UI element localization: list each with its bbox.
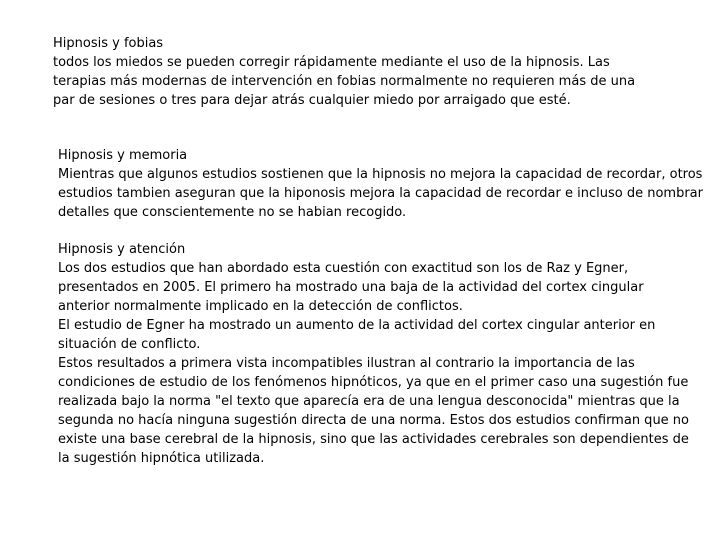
paragraph-line: segunda no hacía ninguna sugestión directa de una norma. Estos dos estudios confirman que no [58,413,690,428]
paragraph-line: todos los miedos se pueden corregir rápidamente mediante el uso de la hipnosis. Las [53,55,610,70]
paragraph-line: terapias más modernas de intervención en fobias normalmente no requieren más de una [53,74,636,89]
paragraph-line: anterior normalmente implicado en la detección de conflictos. [58,299,463,314]
section-title: Hipnosis y memoria [58,148,188,163]
section-hipnosis-fobias [53,34,635,110]
section-title: Hipnosis y fobias [53,36,164,51]
paragraph-line: condiciones de estudio de los fenómenos hipnóticos, ya que en el primer caso una sugestión fue [58,375,689,390]
paragraph-line: existe una base cerebral de la hipnosis, sino que las actividades cerebrales son dependientes de [58,432,689,447]
paragraph-line: la sugestión hipnótica utilizada. [58,451,265,466]
paragraph-line: Los dos estudios que han abordado esta cuestión con exactitud son los de Raz y Egner, [58,261,629,276]
paragraph-line: situación de conflicto. [58,337,201,352]
paragraph-line: Mientras que algunos estudios sostienen que la hipnosis no mejora la capacidad de recordar, otros [58,167,703,182]
paragraph-line: detalles que conscientemente no se habian recogido. [58,205,407,220]
paragraph-line: El estudio de Egner ha mostrado un aumento de la actividad del cortex cingular anterior en [58,318,656,333]
paragraph-line: realizada bajo la norma "el texto que aparecía era de una lengua desconocida" mientras que la [58,394,680,409]
section-title: Hipnosis y atención [58,242,186,257]
paragraph-line: estudios tambien aseguran que la hiponosis mejora la capacidad de recordar e incluso de nombrar [58,186,703,201]
paragraph-line: presentados en 2005. El primero ha mostrado una baja de la actividad del cortex cingular [58,280,644,295]
section-hipnosis-memoria [58,146,703,222]
section-hipnosis-atencion [58,240,689,468]
paragraph-line: Estos resultados a primera vista incompatibles ilustran al contrario la importancia de las [58,356,635,371]
paragraph-line: par de sesiones o tres para dejar atrás cualquier miedo por arraigado que esté. [53,93,571,108]
